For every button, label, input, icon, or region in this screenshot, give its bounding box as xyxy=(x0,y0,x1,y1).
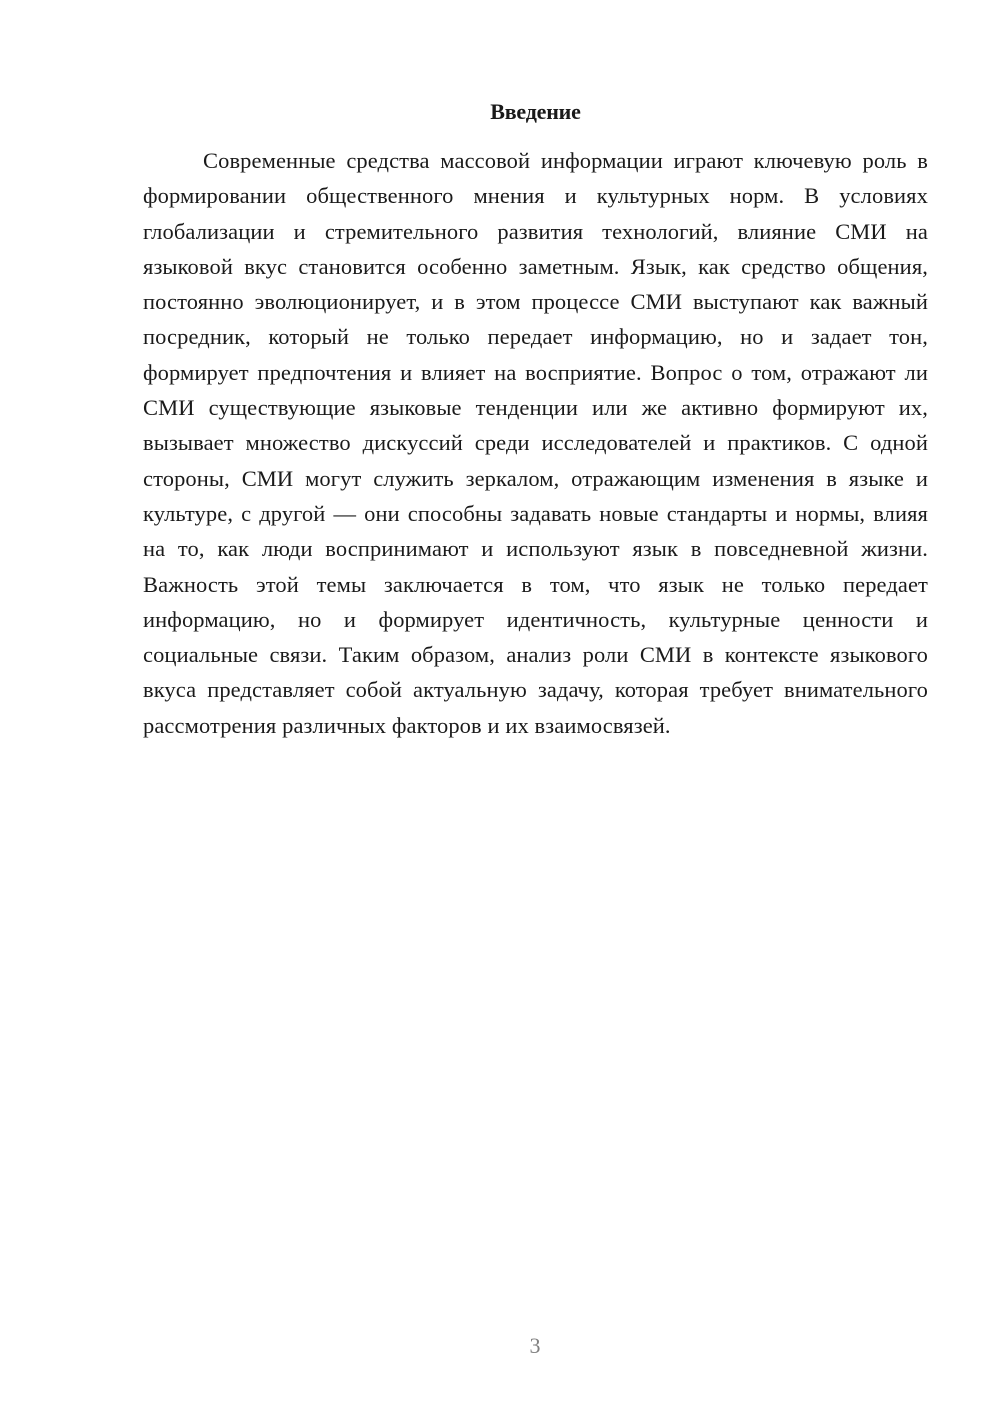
section-heading: Введение xyxy=(490,99,581,124)
intro-paragraph: Современные средства массовой информации играют ключевую роль в формировании общественного мнения и культурных норм. В условиях глобализации и стремительного развития технологий, влияние СМИ на языковой вкус становится особенно заметным. Язык, как средство общения, постоянно эволюционирует, и в этом процессе СМИ выступают как важный посредник, который не только передает информацию, но и задает тон, формирует предпочтения и влияет на восприятие. Вопрос о том, отражают ли СМИ существующие языковые тенденции или же активно формируют их, вызывает множество дискуссий среди исследователей и практиков. С одной стороны, СМИ могут служить зеркалом, отражающим изменения в языке и культуре, с другой — они способны задавать новые стандарты и нормы, влияя на то, как люди воспринимают и используют язык в повседневной жизни. Важность этой темы заключается в том, что язык не только передает информацию, но и формирует идентичность, культурные ценности и социальные связи. Таким образом, анализ роли СМИ в контексте языкового вкуса представляет собой актуальную задачу, которая требует внимательного рассмотрения различных факторов и их взаимосвязей. xyxy=(143,148,928,738)
page-number: 3 xyxy=(529,1333,541,1358)
